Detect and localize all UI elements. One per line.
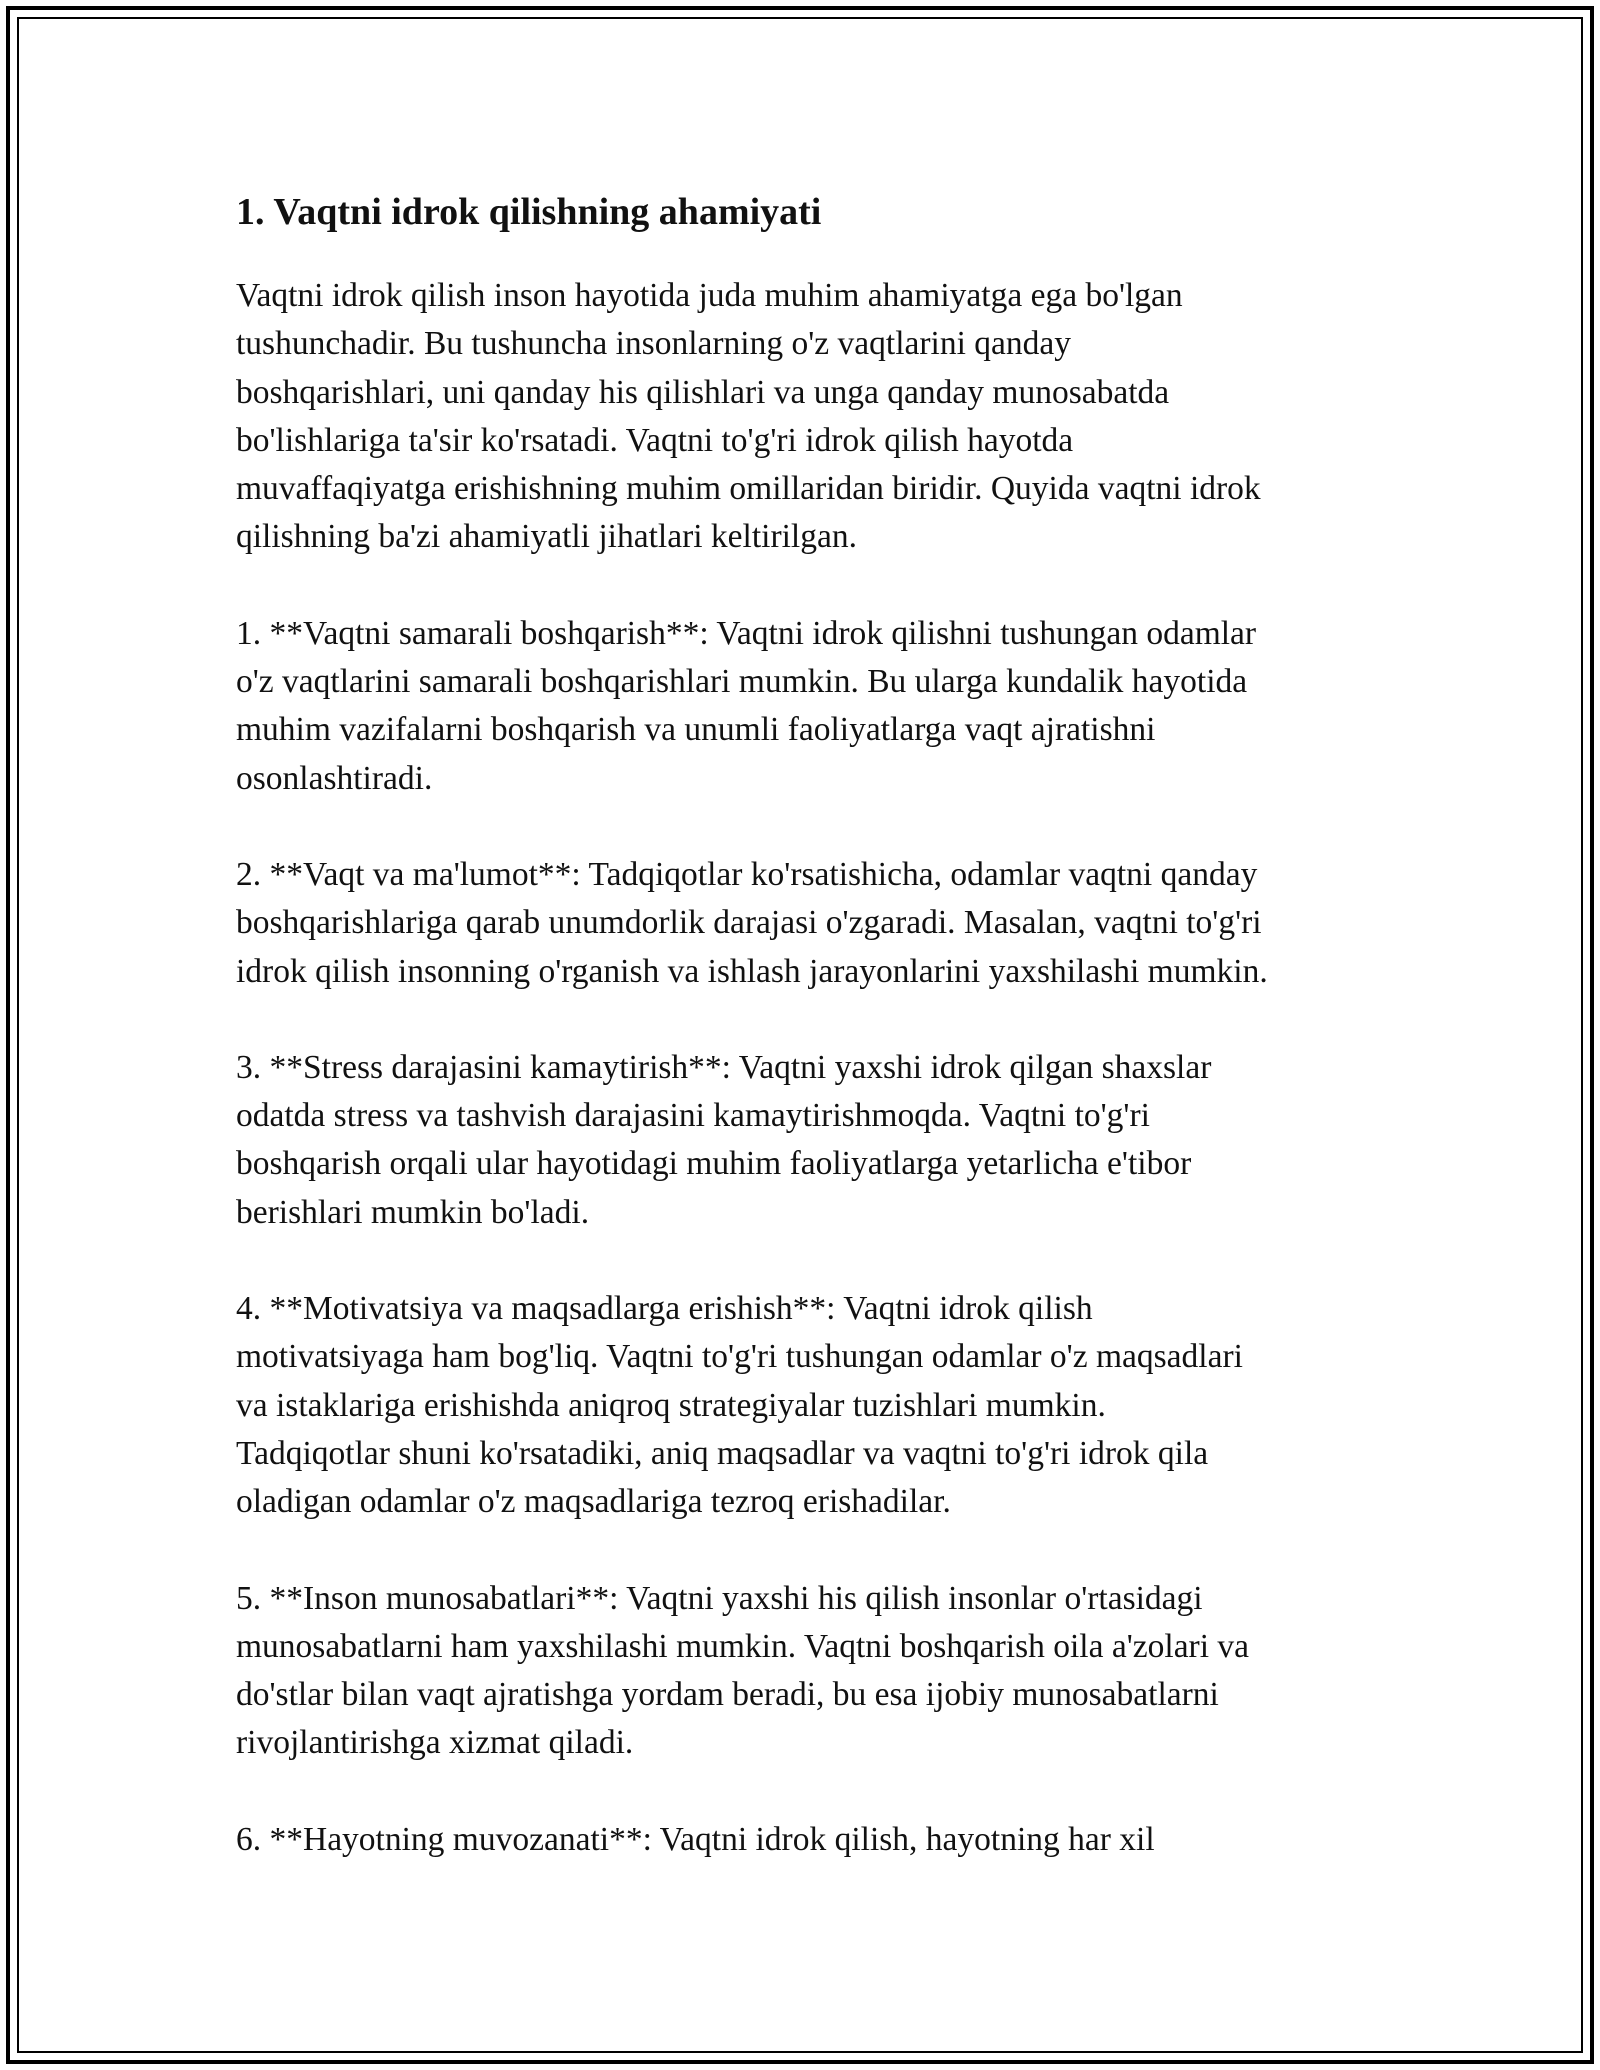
document-body (236, 186, 1376, 1864)
list-item-2: 2. **Vaqt va ma'lumot**: Tadqiqotlar ko'rsatishicha, odamlar vaqtni qanday boshqarishlariga qarab unumdorlik darajasi o'zgaradi. Masalan, vaqtni to'g'ri idrok qilish insonning o'rganish va ishlash jarayonlarini yaxshilashi mumkin. (236, 855, 1268, 990)
list-item-3: 3. **Stress darajasini kamaytirish**: Vaqtni yaxshi idrok qilgan shaxslar odatda stress va tashvish darajasini kamaytirishmoqda. Vaqtni to'g'ri boshqarish orqali ular hayotidagi muhim faoliyatlarga yetarlicha e'tibor berishlari mumkin bo'ladi. (236, 1048, 1212, 1231)
intro-paragraph: Vaqtni idrok qilish inson hayotida juda muhim ahamiyatga ega bo'lgan tushunchadir. Bu tushuncha insonlarning o'z vaqtlarini qanday boshqarishlari, uni qanday his qilishlari va unga qanday munosabatda bo'lishlariga ta'sir ko'rsatadi. Vaqtni to'g'ri idrok qilish hayotda muvaffaqiyatga erishishning muhim omillaridan biridir. Quyida vaqtni idrok qilishning ba'zi ahamiyatli jihatlari keltirilgan. (236, 277, 1261, 556)
section-heading: 1. Vaqtni idrok qilishning ahamiyati (236, 191, 822, 233)
list-item-4: 4. **Motivatsiya va maqsadlarga erishish**: Vaqtni idrok qilish motivatsiyaga ham bog'liq. Vaqtni to'g'ri tushungan odamlar o'z maqsadlari va istaklariga erishishda aniqroq strategiyalar tuzishlari mumkin. Tadqiqotlar shuni ko'rsatadiki, aniq maqsadlar va vaqtni to'g'ri idrok qila oladigan odamlar o'z maqsadlariga tezroq erishadilar. (236, 1290, 1243, 1521)
list-item-1: 1. **Vaqtni samarali boshqarish**: Vaqtni idrok qilishni tushungan odamlar o'z vaqtlarini samarali boshqarishlari mumkin. Bu ularga kundalik hayotida muhim vazifalarni boshqarish va unumli faoliyatlarga vaqt ajratishni osonlashtiradi. (236, 614, 1257, 797)
list-item-6: 6. **Hayotning muvozanati**: Vaqtni idrok qilish, hayotning har xil (236, 1820, 1155, 1858)
list-item-5: 5. **Inson munosabatlari**: Vaqtni yaxshi his qilish insonlar o'rtasidagi munosabatlarni ham yaxshilashi mumkin. Vaqtni boshqarish oila a'zolari va do'stlar bilan vaqt ajratishga yordam beradi, bu esa ijobiy munosabatlarni rivojlantirishga xizmat qiladi. (236, 1579, 1250, 1762)
